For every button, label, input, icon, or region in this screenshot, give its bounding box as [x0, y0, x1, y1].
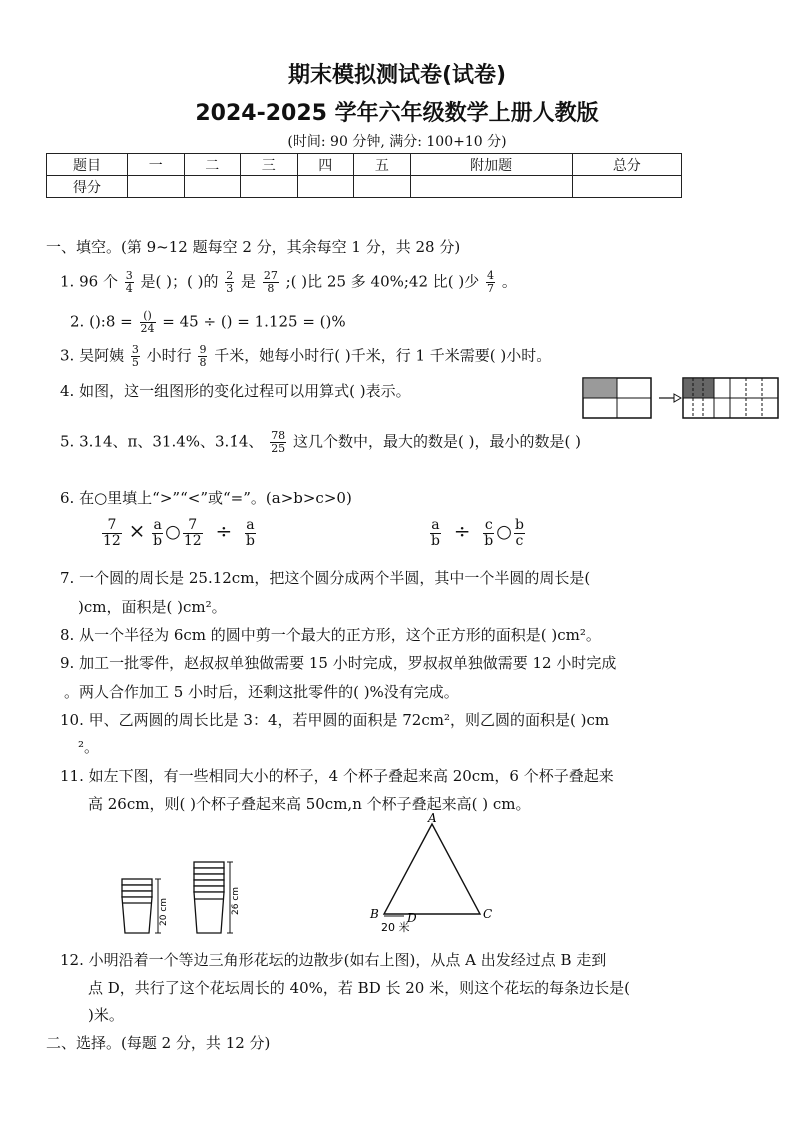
fraction: $\frac{3}{4}$ [125, 269, 133, 295]
q1-text-e: 。 [501, 272, 517, 291]
exam-subtitle: 2024-2025 学年六年级数学上册人教版 [195, 101, 599, 126]
question-8 [60, 624, 601, 645]
question-5 [60, 430, 581, 455]
cup-stack-6-icon [194, 862, 224, 933]
fraction: $\frac{a}{b}$ [431, 517, 440, 549]
cups-label-20cm: 20 cm [159, 897, 169, 926]
label-point-d: D [407, 911, 417, 925]
label-bd-length: 20 米 [381, 921, 410, 934]
q11-line-1: 如左下图，有一些相同大小的杯子，4 个杯子叠起来高 20cm，6 个杯子叠起来 [88, 767, 614, 785]
fraction: $\frac{4}{7}$ [487, 269, 495, 295]
score-input-cell[interactable] [297, 176, 354, 198]
triangle-figure [364, 812, 504, 934]
fraction: $\frac{7}{12}$ [183, 517, 202, 549]
score-input-cell[interactable] [128, 176, 185, 198]
q7-line-1: 一个圆的周长是 25.12cm，把这个圆分成两个半圆，其中一个半圆的周长是( [79, 569, 591, 587]
q9-line-2: 。两人合作加工 5 小时后，还剩这批零件的( )%没有完成。 [64, 683, 459, 701]
question-number: 9. [60, 654, 75, 672]
question-4 [60, 380, 411, 401]
q6-expression-2 [428, 518, 527, 549]
q1-text-b: 是( )；( )的 [140, 272, 219, 291]
score-header-cell: 五 [354, 154, 411, 176]
question-number: 2. [70, 312, 85, 331]
times-operator: × [128, 518, 146, 543]
fraction: $\frac{b}{c}$ [514, 517, 524, 549]
arrow-right-icon [659, 394, 681, 402]
fraction: $\frac{7}{12}$ [103, 517, 121, 549]
question-number: 10. [60, 711, 84, 729]
question-6 [60, 487, 352, 508]
q2-text-a: ():8 = [89, 312, 133, 331]
fraction: $\frac{a}{b}$ [246, 517, 255, 549]
question-number: 6. [60, 489, 75, 507]
divide-operator: ÷ [215, 518, 233, 543]
question-12 [60, 949, 606, 970]
exam-title: 期末模拟测试卷(试卷) [287, 63, 507, 88]
question-number: 1. [60, 272, 75, 291]
score-input-cell[interactable] [410, 176, 572, 198]
q5-text-b: 这几个数中，最大的数是( )，最小的数是( ) [292, 432, 581, 451]
q3-text-c: 千米，她每小时行( )千米，行 1 千米需要( )小时。 [214, 346, 552, 365]
cups-label-26cm: 26 cm [231, 886, 241, 915]
score-header-cell: 一 [128, 154, 185, 176]
score-table-header-row [47, 154, 682, 176]
compare-circle[interactable]: ○ [496, 521, 512, 543]
score-input-cell[interactable] [184, 176, 241, 198]
fraction: $\frac{()}{24}$ [140, 309, 155, 335]
q12-line-2: 点 D，共行了这个花坛周长的 40%，若 BD 长 20 米，则这个花坛的每条边长是( [88, 979, 630, 997]
q1-text-d: ;( )比 25 多 40%;42 比( )少 [285, 272, 480, 291]
question-number: 8. [60, 626, 75, 644]
fraction: $\frac{c}{b}$ [484, 517, 494, 549]
q8-text: 从一个半径为 6cm 的圆中剪一个最大的正方形，这个正方形的面积是( )cm²。 [79, 626, 601, 644]
compare-circle[interactable]: ○ [165, 521, 181, 543]
equilateral-triangle [384, 824, 480, 914]
q3-text-a: 吴阿姨 [79, 346, 125, 365]
question-number: 11. [60, 767, 84, 785]
question-number: 3. [60, 346, 75, 365]
question-number: 7. [60, 569, 75, 587]
score-input-cell[interactable] [354, 176, 411, 198]
question-9 [60, 652, 616, 673]
q2-text-b: = 45 ÷ () = 1.125 = ()% [162, 312, 346, 331]
q10-line-2: ²。 [78, 738, 100, 756]
label-point-b: B [370, 907, 379, 921]
fraction: $\frac{9}{8}$ [199, 343, 207, 369]
fraction: $\frac{27}{8}$ [263, 269, 278, 295]
label-point-a: A [428, 812, 437, 825]
question-number: 4. [60, 382, 75, 400]
q3-text-b: 小时行 [146, 346, 192, 365]
score-table-score-row [47, 176, 682, 198]
fraction: $\frac{2}{3}$ [226, 269, 234, 295]
score-header-cell: 总分 [572, 154, 681, 176]
question-10 [60, 709, 609, 730]
q1-text-c: 是 [241, 272, 257, 291]
q4-figure [582, 376, 782, 422]
q12-line-1: 小明沿着一个等边三角形花坛的边散步(如右上图)，从点 A 出发经过点 B 走到 [88, 951, 607, 969]
score-header-cell: 四 [297, 154, 354, 176]
label-point-c: C [483, 907, 493, 921]
score-header-cell: 二 [184, 154, 241, 176]
question-1 [60, 270, 517, 295]
section-2-title: 二、选择。(每题 2 分，共 12 分) [46, 1034, 271, 1052]
divide-operator: ÷ [453, 518, 471, 543]
cups-figure [116, 855, 246, 937]
q6-expression-1 [100, 518, 258, 549]
cup-stack-4-icon [122, 879, 152, 933]
q4-text: 如图，这一组图形的变化过程可以用算式( )表示。 [79, 382, 411, 400]
q12-line-3: )米。 [88, 1006, 124, 1024]
q9-line-1: 加工一批零件，赵叔叔单独做需要 15 小时完成，罗叔叔单独做需要 12 小时完成 [79, 654, 617, 672]
fraction: $\frac{a}{b}$ [153, 517, 163, 549]
time-score-info: (时间: 90 分钟, 满分: 100+10 分) [287, 134, 507, 150]
score-header-cell: 题目 [47, 154, 128, 176]
question-number: 12. [60, 951, 84, 969]
question-7 [60, 567, 590, 588]
score-input-cell[interactable] [241, 176, 298, 198]
question-3 [60, 344, 551, 369]
fraction: $\frac{3}{5}$ [131, 343, 139, 369]
question-11 [60, 765, 614, 786]
q1-text-a: 96 个 [79, 272, 118, 291]
q6-text: 在○里填上“>”“<”或“=”。(a>b>c>0) [79, 489, 352, 507]
score-table [46, 153, 682, 198]
score-header-cell: 三 [241, 154, 298, 176]
question-number: 5. [60, 432, 75, 451]
q7-line-2: )cm，面积是( )cm²。 [78, 598, 227, 616]
score-header-cell: 附加题 [410, 154, 572, 176]
q11-line-2: 高 26cm，则( )个杯子叠起来高 50cm,n 个杯子叠起来高( ) cm。 [88, 795, 531, 813]
score-input-cell[interactable] [572, 176, 681, 198]
fraction: $\frac{78}{25}$ [271, 429, 286, 455]
q5-text-a: 3.14、π、31.4%、3.1̇4̇、 [79, 432, 264, 451]
q10-line-1: 甲、乙两圆的周长比是 3：4，若甲圆的面积是 72cm²，则乙圆的面积是( )cm [88, 711, 610, 729]
score-row-label: 得分 [47, 176, 128, 198]
section-1-title: 一、填空。(第 9~12 题每空 2 分，其余每空 1 分，共 28 分) [46, 238, 461, 256]
question-2 [70, 310, 346, 335]
